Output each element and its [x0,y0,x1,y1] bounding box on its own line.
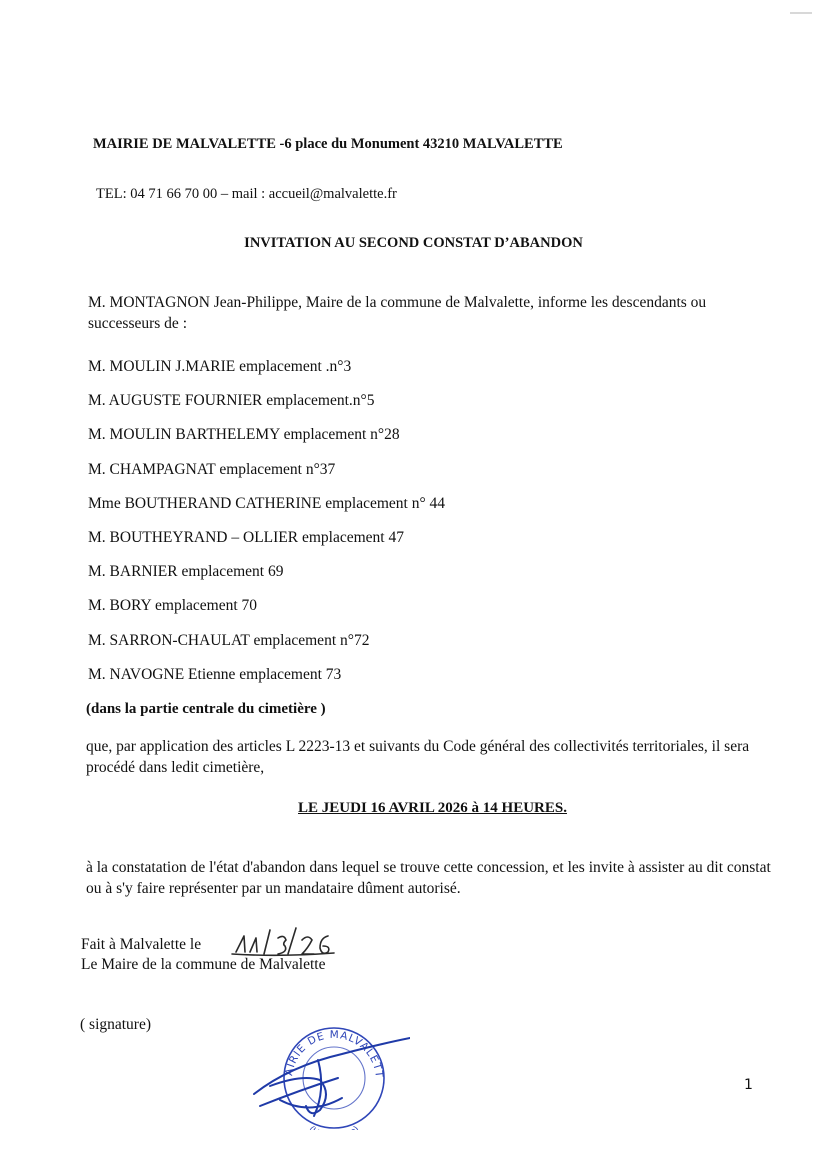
cemetery-zone-note: (dans la partie centrale du cimetière ) [86,701,326,717]
contact-line: TEL: 04 71 66 70 00 – mail : accueil@malvalette.fr [96,186,397,202]
list-item: Mme BOUTHERAND CATHERINE emplacement n° 44 [88,494,446,512]
document-title: INVITATION AU SECOND CONSTAT D’ABANDON [244,235,583,251]
constat-date: LE JEUDI 16 AVRIL 2026 à 14 HEURES. [298,800,567,816]
done-at-label: Fait à Malvalette le [81,936,202,953]
list-item: M. BARNIER emplacement 69 [88,563,284,581]
list-item: M. AUGUSTE FOURNIER emplacement.n°5 [88,392,375,410]
list-item: M. CHAMPAGNAT emplacement n°37 [88,460,336,478]
handwritten-date-drawing [230,924,340,958]
list-item: M. SARRON-CHAULAT emplacement n°72 [88,631,370,649]
signature-label: ( signature) [80,1016,152,1033]
handwritten-date [230,924,340,958]
list-item: M. MOULIN J.MARIE emplacement .n°3 [88,358,352,375]
list-item: M. MOULIN BARTHELEMY emplacement n°28 [88,426,400,444]
mayor-title: Le Maire de la commune de Malvalette [81,956,326,973]
svg-text:MAIRIE DE MALVALETTE [250,1020,385,1079]
invitation-paragraph: à la constatation de l'état d'abandon dans lequel se trouve cette concession, et les invite à assister au dit constat ou à s'y faire représenter par un mandataire dûment autorisé. [86,859,771,897]
list-item: M. BORY emplacement 70 [88,597,258,615]
list-item: M. NAVOGNE Etienne emplacement 73 [88,665,342,683]
stamp-drawing [250,1020,410,1130]
list-item: M. BOUTHEYRAND – OLLIER emplacement 47 [88,528,404,546]
intro-paragraph: M. MONTAGNON Jean-Philippe, Maire de la commune de Malvalette, informe les descendants ou successeurs de : [88,294,707,332]
mairie-address: MAIRIE DE MALVALETTE -6 place du Monument 43210 MALVALETTE [93,136,563,152]
legal-paragraph: que, par application des articles L 2223-13 et suivants du Code général des collectivités territoriales, il sera procédé dans ledit cimetière, [86,738,750,776]
page-number: 1 [744,1077,753,1093]
scan-mark [790,12,812,14]
mairie-stamp [250,1020,410,1130]
concession-list [88,357,445,699]
